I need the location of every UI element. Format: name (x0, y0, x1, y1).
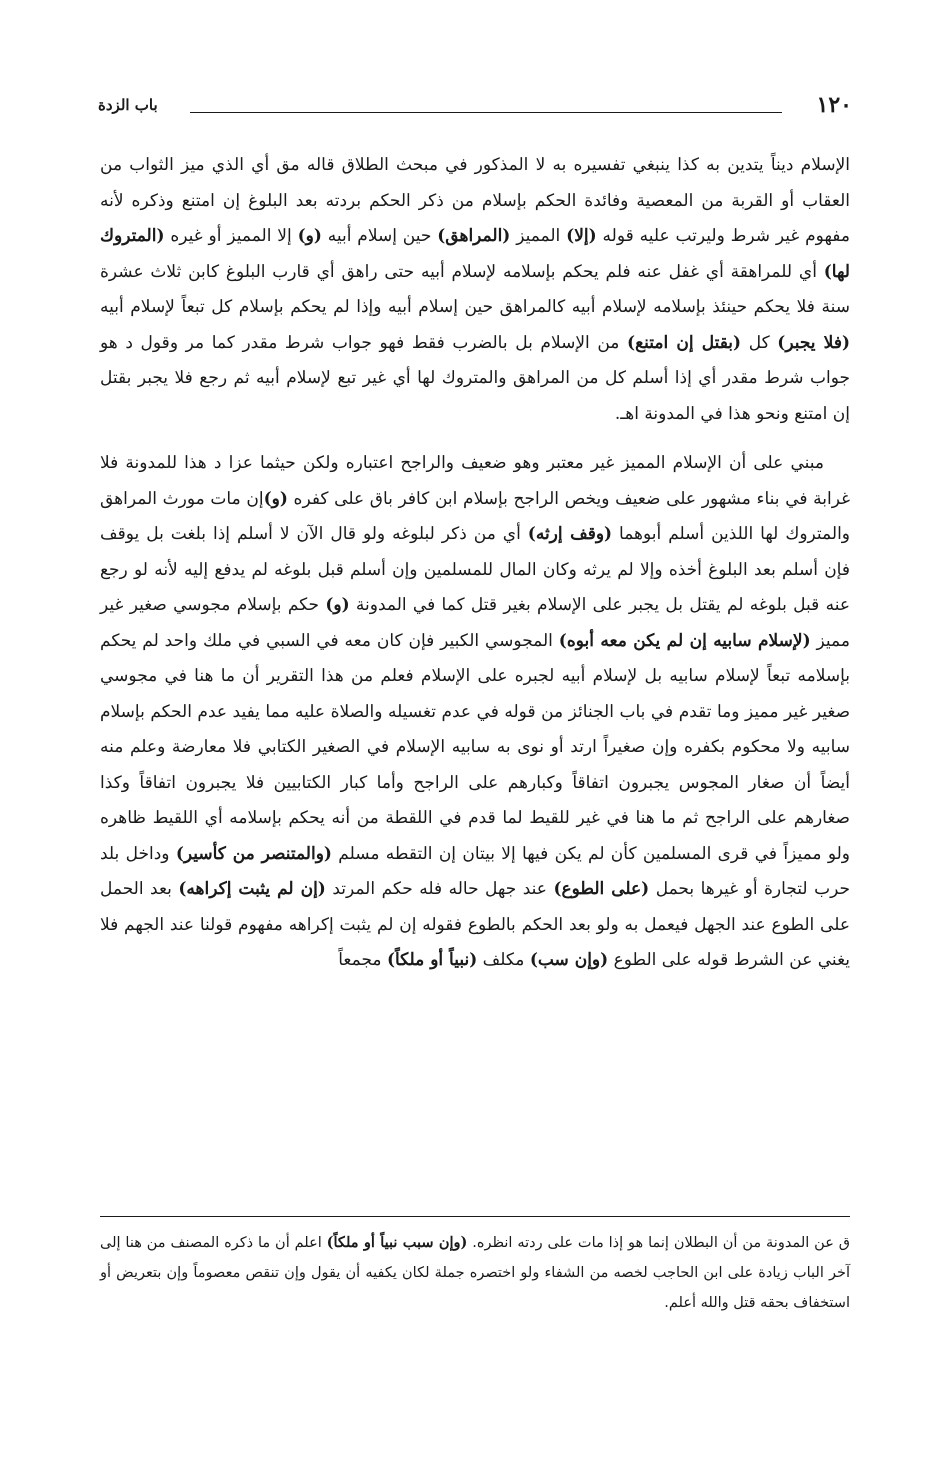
text-run: الإسلام ديناً يتدين به كذا ينبغي تفسيره به لا المذكور في مبحث الطلاق قاله مق أي الذي ميز الثواب من العقاب أو القربة من المعصية وفائدة الحكم بإسلام من ذكر الحكم بردته بعد البلوغ إن امتنع وذكره لأنه مفهوم غير شرط وليرتب عليه قوله (100, 155, 851, 246)
text-run: من الإسلام بل بالضرب فقط فهو جواب شرط مقدر كما مر وقول د هو جواب شرط مقدر أي إذا أسلم كل من المراهق والمتروك لها أي غير تبع لإسلام أبيه ثم رجع فلا يجبر بقتل إن امتنع ونحو هذا في المدونة اهـ. (100, 332, 850, 424)
text-run: وداخل بلد حرب لتجارة أو غيرها بحمل (100, 843, 850, 899)
text-run: أي من ذكر لبلوغه ولو قال الآن لا أسلم إذا بلغت بل يوقف فإن أسلم بعد البلوغ أخذه وإلا لم يرثه وكان المال للمسلمين وإن أسلم قبل بلوغه لم يدفع إليه لأنه لو رجع عنه قبل بلوغه لم يقتل بل يجبر على الإسلام بغير قتل كما في المدونة (100, 524, 850, 615)
bold-term: (لإسلام سابيه إن لم يكن معه أبوه) (558, 630, 811, 651)
paragraph (100, 446, 850, 979)
bold-term: (والمتنصر من كأسير) (175, 843, 332, 864)
bold-term: (و) (263, 488, 288, 509)
footnote (100, 1228, 850, 1318)
page-number: ١٢٠ (816, 92, 852, 118)
text-run: المجوسي الكبير فإن كان معه في السبي في ملك واحد لم يحكم بإسلامه تبعاً لإسلام سابيه بل لإسلام أبيه لجبره على الإسلام فعلم من هذا التقرير أن ما هنا في مجوسي صغير غير مميز وما تقدم في باب الجنائز من قوله في عدم تغسيله والصلاة عليه مما يفيد عدم الحكم بإسلام سابيه ولا محكوم بكفره وإن صغيراً ارتد أو نوى به سابيه الإسلام في الصغير الكتابي فلا معارضة وعلم منه أيضاً أن صغار المجوس يجبرون اتفاقاً وكبارهم على الراجح وأما كبار الكتابيين فلا يجبرون اتفاقاً وكذا صغارهم على الراجح ثم ما هنا في غير للقيط لما قدم في اللقطة من أنه يحكم بإسلامه أي اللقيط ظاهره ولو مميزاً في قرى المسلمين كأن لم يكن فيها إلا بيتان إن التقطه مسلم (100, 630, 851, 864)
paragraph (100, 148, 850, 432)
text-run: أي للمراهقة أي غفل عنه فلم يحكم بإسلامه لإسلام أبيه حتى راهق أي قارب البلوغ كابن ثلاث عشرة سنة فلا يحكم حينئذ بإسلامه لإسلام أبيه كالمراهق حين إسلام أبيه وإذا لم يحكم بإسلام كل تبعاً لإسلام أبيه (100, 261, 850, 317)
bold-term: (وإن سبب نبياً أو ملكاً) (326, 1234, 468, 1251)
text-run: مكلف (477, 950, 530, 970)
text-run: اعلم أن ما ذكره المصنف من هنا إلى آخر الباب زيادة على ابن الحاجب لخصه من الشفاء ولو اختصره جملة لكان يكفيه أن يقول وإن تنقص معصوماً وإن بتعريض أو استخفاف بحقه قتل والله أعلم. (100, 1235, 850, 1311)
text-run: كل (741, 332, 778, 353)
bold-term: (بقتل إن امتنع) (627, 332, 742, 353)
bold-term: (المراهق) (437, 226, 511, 246)
text-run: إن مات مورث المراهق والمتروك لها اللذين أسلم أبوهما (100, 488, 850, 544)
bold-term: (وإن سب) (529, 950, 609, 970)
bold-term: (وقف إرثه) (527, 524, 613, 544)
text-run: عند جهل حاله فله حكم المرتد (325, 879, 554, 899)
header-rule (190, 112, 782, 113)
bold-term: (إن لم يثبت إكراهه) (178, 879, 326, 899)
bold-term: (نبياً أو ملكاً) (386, 950, 478, 970)
text-run: حكم بإسلام مجوسي صغير غير مميز (100, 595, 850, 651)
text-run: إلا المميز أو غيره (164, 226, 298, 246)
text-run: ق عن المدونة من أن البطلان إنما هو إذا مات على ردته انظره. (467, 1235, 850, 1251)
page-header (98, 90, 852, 124)
main-text (100, 148, 850, 979)
bold-term: (و) (297, 226, 322, 246)
text-run: بعد الحمل على الطوع عند الجهل فيعمل به ولو بعد الحكم بالطوع فقوله إن لم يثبت إكراهه مفهوم قولنا عند الجهم فلا يغني عن الشرط قوله على الطوع (100, 879, 850, 970)
bold-term: (فلا يجبر) (777, 332, 850, 353)
text-run: مبني على أن الإسلام المميز غير معتبر وهو ضعيف والراجح اعتباره ولكن حيثما عزا د هذا للمدونة فلا غرابة في بناء مشهور على ضعيف ويخص الراجح بإسلام ابن كافر باق على كفره (100, 453, 850, 509)
bold-term: (إلا) (566, 226, 597, 246)
bold-term: (و) (325, 595, 350, 615)
text-run: مجمعاً (338, 950, 387, 970)
running-title: باب الزدة (98, 96, 158, 114)
text-run: حين إسلام أبيه (321, 226, 438, 246)
text-run: المميز (510, 226, 567, 246)
bold-term: (المتروك لها) (100, 226, 850, 282)
bold-term: (على الطوع) (553, 879, 650, 899)
footnote-rule (100, 1216, 850, 1217)
